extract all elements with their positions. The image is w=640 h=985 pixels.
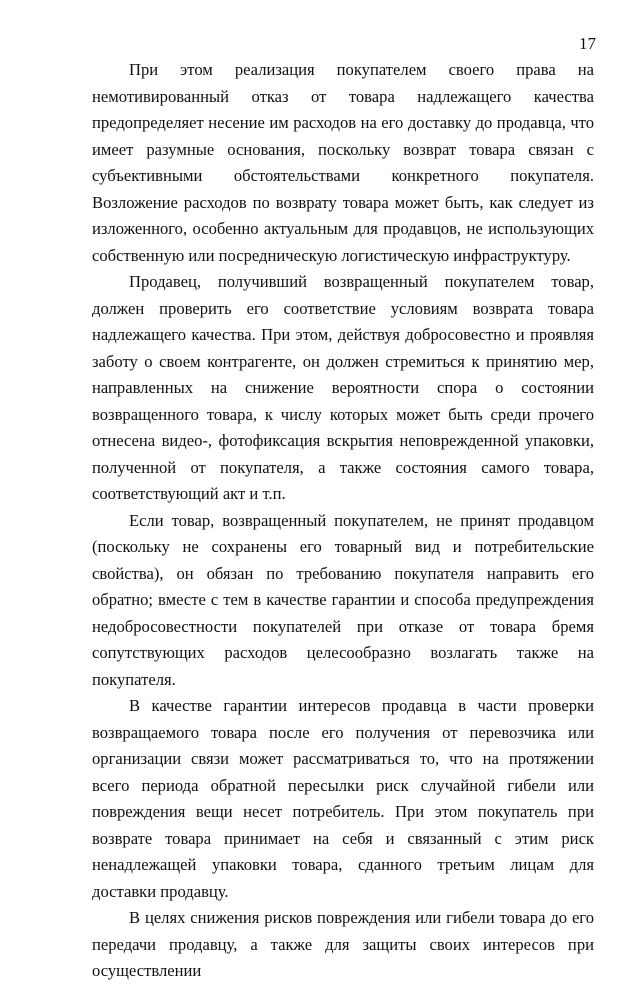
paragraph-2: Продавец, получивший возвращенный покупателем товар, должен проверить его соответствие условиям возврата товара надлежащего качества. При этом, действуя добросовестно и проявляя заботу о своем контрагенте, он должен стремиться к принятию мер, направленных на снижение вероятности спора о состоянии возвращенного товара, к числу которых может быть среди прочего отнесена видео-, фотофиксация вскрытия неповрежденной упаковки, полученной от покупателя, а также состояния самого товара, соответствующий акт и т.п. [92, 272, 594, 503]
document-body [92, 57, 594, 985]
paragraph-3: Если товар, возвращенный покупателем, не принят продавцом (поскольку не сохранены его товарный вид и потребительские свойства), он обязан по требованию покупателя направить его обратно; вместе с тем в качестве гарантии и способа предупреждения недобросовестности покупателей при отказе от товара бремя сопутствующих расходов целесообразно возлагать также на покупателя. [92, 510, 594, 689]
paragraph-4: В качестве гарантии интересов продавца в части проверки возвращаемого товара после его получения от перевозчика или организации связи может рассматриваться то, что на протяжении всего периода обратной пересылки риск случайной гибели или повреждения вещи несет потребитель. При этом покупатель при возврате товара принимает на себя и связанный с этим риск ненадлежащей упаковки товара, сданного третьим лицам для доставки продавцу. [92, 696, 594, 901]
paragraph-5: В целях снижения рисков повреждения или гибели товара до его передачи продавцу, а также для защиты своих интересов при осуществлении [92, 908, 594, 980]
page-number: 17 [579, 34, 596, 53]
paragraph-1: При этом реализация покупателем своего права на немотивированный отказ от товара надлежащего качества предопределяет несение им расходов на его доставку до продавца, что имеет разумные основания, поскольку возврат товара связан с субъективными обстоятельствами конкретного покупателя. Возложение расходов по возврату товара может быть, как следует из изложенного, особенно актуальным для продавцов, не использующих собственную или посредническую логистическую инфраструктуру. [92, 60, 594, 265]
